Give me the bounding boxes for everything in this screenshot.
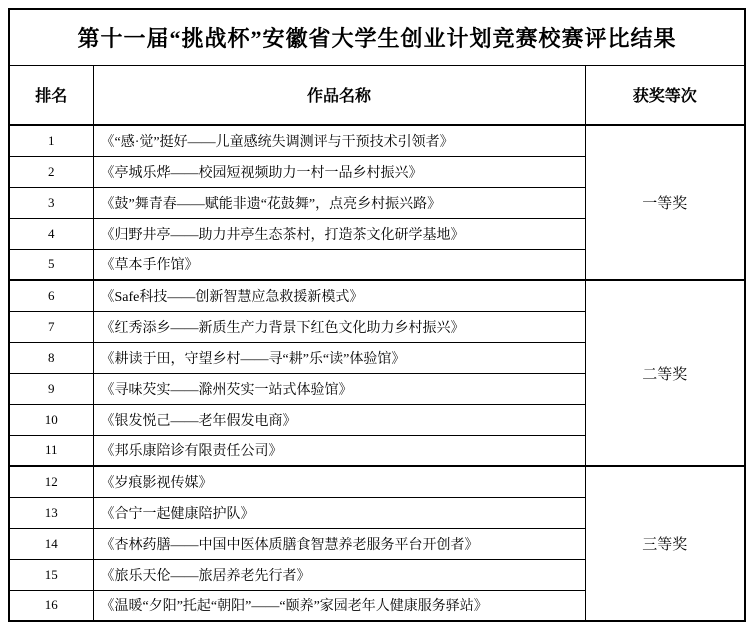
work-title-cell: 《鼓”舞青春——赋能非遗“花鼓舞”，点亮乡村振兴路》 xyxy=(93,187,585,218)
rank-cell: 16 xyxy=(9,590,93,621)
work-title-cell: 《红秀添乡——新质生产力背景下红色文化助力乡村振兴》 xyxy=(93,311,585,342)
rank-cell: 7 xyxy=(9,311,93,342)
work-title-cell: 《归野井亭——助力井亭生态茶村，打造茶文化研学基地》 xyxy=(93,218,585,249)
award-cell-second-prize: 二等奖 xyxy=(585,280,745,466)
table-row xyxy=(9,280,745,311)
award-cell-first-prize: 一等奖 xyxy=(585,125,745,280)
column-header-award: 获奖等次 xyxy=(585,65,745,125)
work-title-cell: 《合宁一起健康陪护队》 xyxy=(93,497,585,528)
rank-cell: 9 xyxy=(9,373,93,404)
work-title-cell: 《银发悦己——老年假发电商》 xyxy=(93,404,585,435)
rank-cell: 14 xyxy=(9,528,93,559)
rank-cell: 6 xyxy=(9,280,93,311)
work-title-cell: 《温暖“夕阳”托起“朝阳”——“颐养”家园老年人健康服务驿站》 xyxy=(93,590,585,621)
rank-cell: 12 xyxy=(9,466,93,497)
table-title-row xyxy=(9,9,745,65)
rank-cell: 8 xyxy=(9,342,93,373)
rank-cell: 13 xyxy=(9,497,93,528)
page-title: 第十一届“挑战杯”安徽省大学生创业计划竞赛校赛评比结果 xyxy=(9,9,745,65)
rank-cell: 2 xyxy=(9,156,93,187)
work-title-cell: 《杏林药膳——中国中医体质膳食智慧养老服务平台开创者》 xyxy=(93,528,585,559)
work-title-cell: 《亭城乐烨——校园短视频助力一村一品乡村振兴》 xyxy=(93,156,585,187)
rank-cell: 5 xyxy=(9,249,93,280)
work-title-cell: 《耕读于田，守望乡村——寻“耕”乐“读”体验馆》 xyxy=(93,342,585,373)
work-title-cell: 《岁痕影视传媒》 xyxy=(93,466,585,497)
award-cell-third-prize: 三等奖 xyxy=(585,466,745,621)
rank-cell: 11 xyxy=(9,435,93,466)
rank-cell: 3 xyxy=(9,187,93,218)
table-row xyxy=(9,466,745,497)
work-title-cell: 《Safe科技——创新智慧应急救援新模式》 xyxy=(93,280,585,311)
column-header-rank: 排名 xyxy=(9,65,93,125)
work-title-cell: 《草本手作馆》 xyxy=(93,249,585,280)
work-title-cell: 《寻味芡实——滁州芡实一站式体验馆》 xyxy=(93,373,585,404)
table-row xyxy=(9,125,745,156)
rank-cell: 15 xyxy=(9,559,93,590)
work-title-cell: 《旅乐天伦——旅居养老先行者》 xyxy=(93,559,585,590)
work-title-cell: 《邦乐康陪诊有限责任公司》 xyxy=(93,435,585,466)
rank-cell: 1 xyxy=(9,125,93,156)
table-header-row xyxy=(9,65,745,125)
awards-results-table xyxy=(8,8,746,622)
work-title-cell: 《“感·觉”挺好——儿童感统失调测评与干预技术引领者》 xyxy=(93,125,585,156)
rank-cell: 10 xyxy=(9,404,93,435)
rank-cell: 4 xyxy=(9,218,93,249)
column-header-work: 作品名称 xyxy=(93,65,585,125)
